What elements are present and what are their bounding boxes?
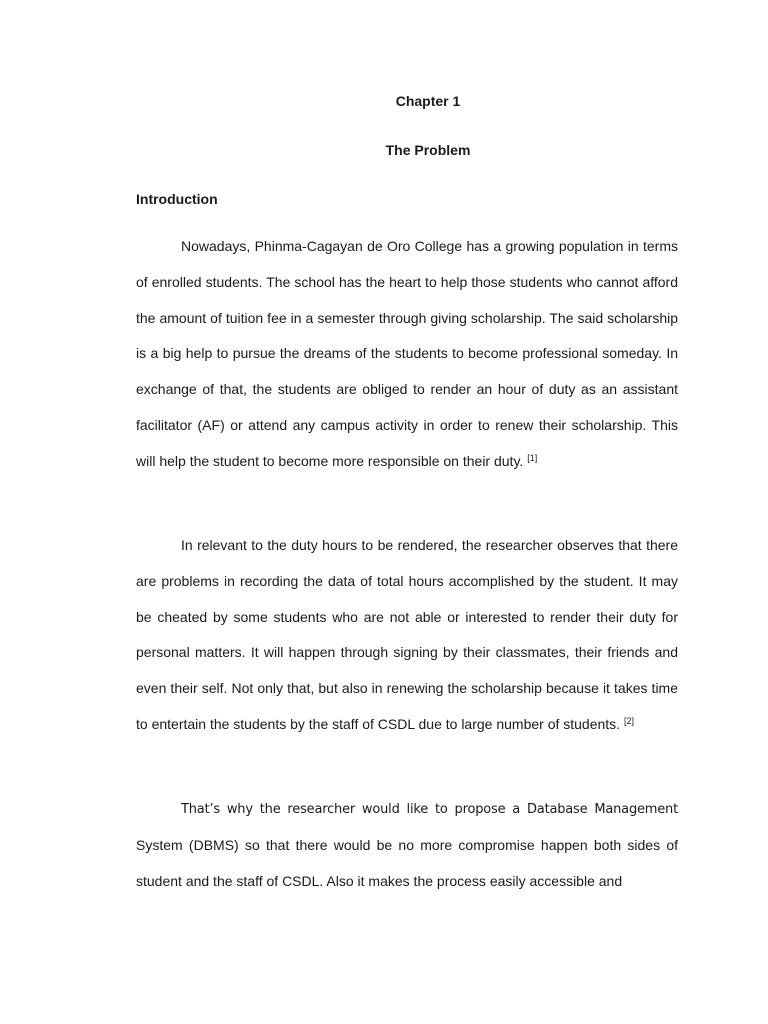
paragraph-3-text: System (DBMS) so that there would be no more compromise happen both sides of student and the staff of CSDL. Also it makes the process easily accessible and — [136, 836, 678, 889]
section-heading: Introduction — [136, 191, 218, 207]
paragraph-3-lead: That’s why the researcher would like to propose a Database Management — [181, 802, 678, 817]
paragraph-3 — [136, 791, 678, 899]
paragraph-2 — [136, 528, 678, 743]
chapter-heading: Chapter 1 — [395, 93, 461, 109]
paragraph-1 — [136, 229, 678, 479]
paragraph-2-text: In relevant to the duty hours to be rendered, the researcher observes that there are problems in recording the data of total hours accomplished by the student. It may be cheated by some students who are not able or interested to render their duty for personal matters. It will happen through signing by their classmates, their friends and even their self. Not only that, but also in renewing the scholarship because it takes time to entertain the students by the staff of CSDL due to large number of students. — [136, 537, 678, 732]
citation-2: [2] — [623, 715, 634, 726]
citation-1: [1] — [527, 452, 538, 463]
chapter-title: The Problem — [385, 142, 471, 158]
paragraph-1-text: Nowadays, Phinma-Cagayan de Oro College has a growing population in terms of enrolled students. The school has the heart to help those students who cannot afford the amount of tuition fee in a semester through giving scholarship. The said scholarship is a big help to pursue the dreams of the students to become professional someday. In exchange of that, the students are obliged to render an hour of duty as an assistant facilitator (AF) or attend any campus activity in order to renew their scholarship. This will help the student to become more responsible on their duty. — [136, 238, 678, 469]
